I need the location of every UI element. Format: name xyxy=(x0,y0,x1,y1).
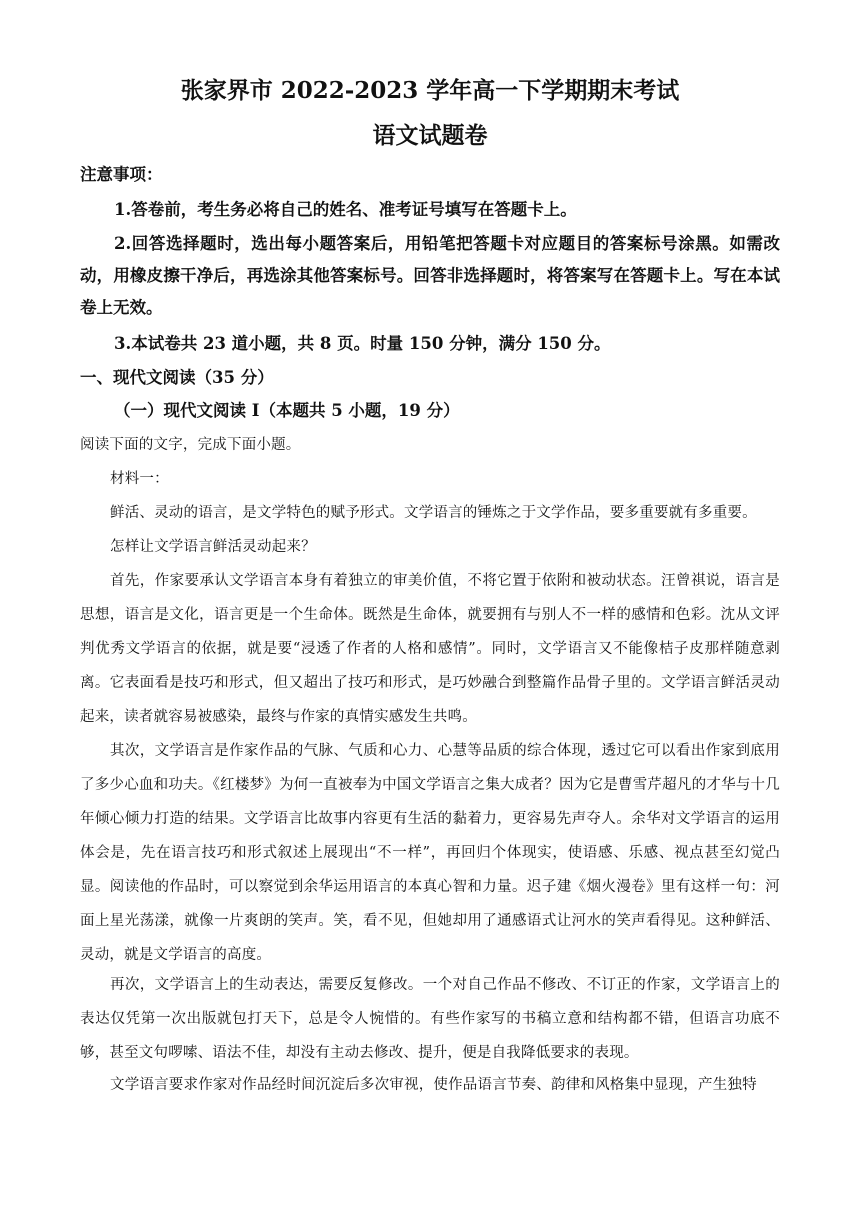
reading-paragraph: 文学语言要求作家对作品经时间沉淀后多次审视，使作品语言节奏、韵律和风格集中显现，产生独特 xyxy=(110,1077,757,1093)
reading-paragraph: 鲜活、灵动的语言，是文学特色的赋予形式。文学语言的锤炼之于文学作品，要多重要就有多重要。 xyxy=(110,505,757,521)
reading-paragraph: 首先，作家要承认文学语言本身有着独立的审美价值，不将它置于依附和被动状态。汪曾祺说，语言是思想，语言是文化，语言更是一个生命体。既然是生命体，就要拥有与别人不一样的感情和色彩。沈从文评判优秀文学语言的依据，就是要“浸透了作者的人格和感情”。同时，文学语言又不能像桔子皮那样随意剥离。它表面看是技巧和形式，但又超出了技巧和形式，是巧妙融合到整篇作品骨子里的。文学语言鲜活灵动起来，读者就容易被感染，最终与作家的真情实感发生共鸣。 xyxy=(80,573,780,725)
reading-instruction: 阅读下面的文字，完成下面小题。 xyxy=(80,437,301,453)
notice-item-1: 1.答卷前，考生务必将自己的姓名、准考证号填写在答题卡上。 xyxy=(114,200,577,219)
reading-paragraph: 怎样让文学语言鲜活灵动起来？ xyxy=(110,539,316,555)
section-subheading: （一）现代文阅读 I（本题共 5 小题，19 分） xyxy=(114,401,460,420)
notice-item-3: 3.本试卷共 23 道小题，共 8 页。时量 150 分钟，满分 150 分。 xyxy=(114,334,611,353)
reading-paragraph: 再次，文学语言上的生动表达，需要反复修改。一个对自己作品不修改、不订正的作家，文学语言上的表达仅凭第一次出版就包打天下，总是令人惋惜的。有些作家写的书稿立意和结构都不错，但语言功底不够，甚至文句啰嗦、语法不佳，却没有主动去修改、提升，便是自我降低要求的表现。 xyxy=(80,977,780,1061)
notice-heading: 注意事项： xyxy=(80,165,163,184)
section-heading-part1: 一、现代文阅读（35 分） xyxy=(80,368,274,387)
exam-title: 张家界市 2022-2023 学年高一下学期期末考试 xyxy=(180,77,680,104)
notice-item-2: 2.回答选择题时，选出每小题答案后，用铅笔把答题卡对应题目的答案标号涂黑。如需改动，用橡皮擦干净后，再选涂其他答案标号。回答非选择题时，将答案写在答题卡上。写在本试卷上无效。 xyxy=(80,234,780,317)
reading-paragraph: 其次，文学语言是作家作品的气脉、气质和心力、心慧等品质的综合体现，透过它可以看出作家到底用了多少心血和功夫。《红楼梦》为何一直被奉为中国文学语言之集大成者？因为它是曹雪芹超凡的才华与十几年倾心倾力打造的结果。文学语言比故事内容更有生活的黏着力，更容易先声夺人。余华对文学语言的运用体会是，先在语言技巧和形式叙述上展现出“不一样”，再回归个体现实，使语感、乐感、视点甚至幻觉凸显。阅读他的作品时，可以察觉到余华运用语言的本真心智和力量。迟子建《烟火漫卷》里有这样一句：河面上星光荡漾，就像一片爽朗的笑声。笑，看不见，但她却用了通感语式让河水的笑声看得见。这种鲜活、灵动，就是文学语言的高度。 xyxy=(80,743,780,963)
exam-subtitle: 语文试题卷 xyxy=(372,122,488,149)
material-label: 材料一： xyxy=(110,471,169,487)
